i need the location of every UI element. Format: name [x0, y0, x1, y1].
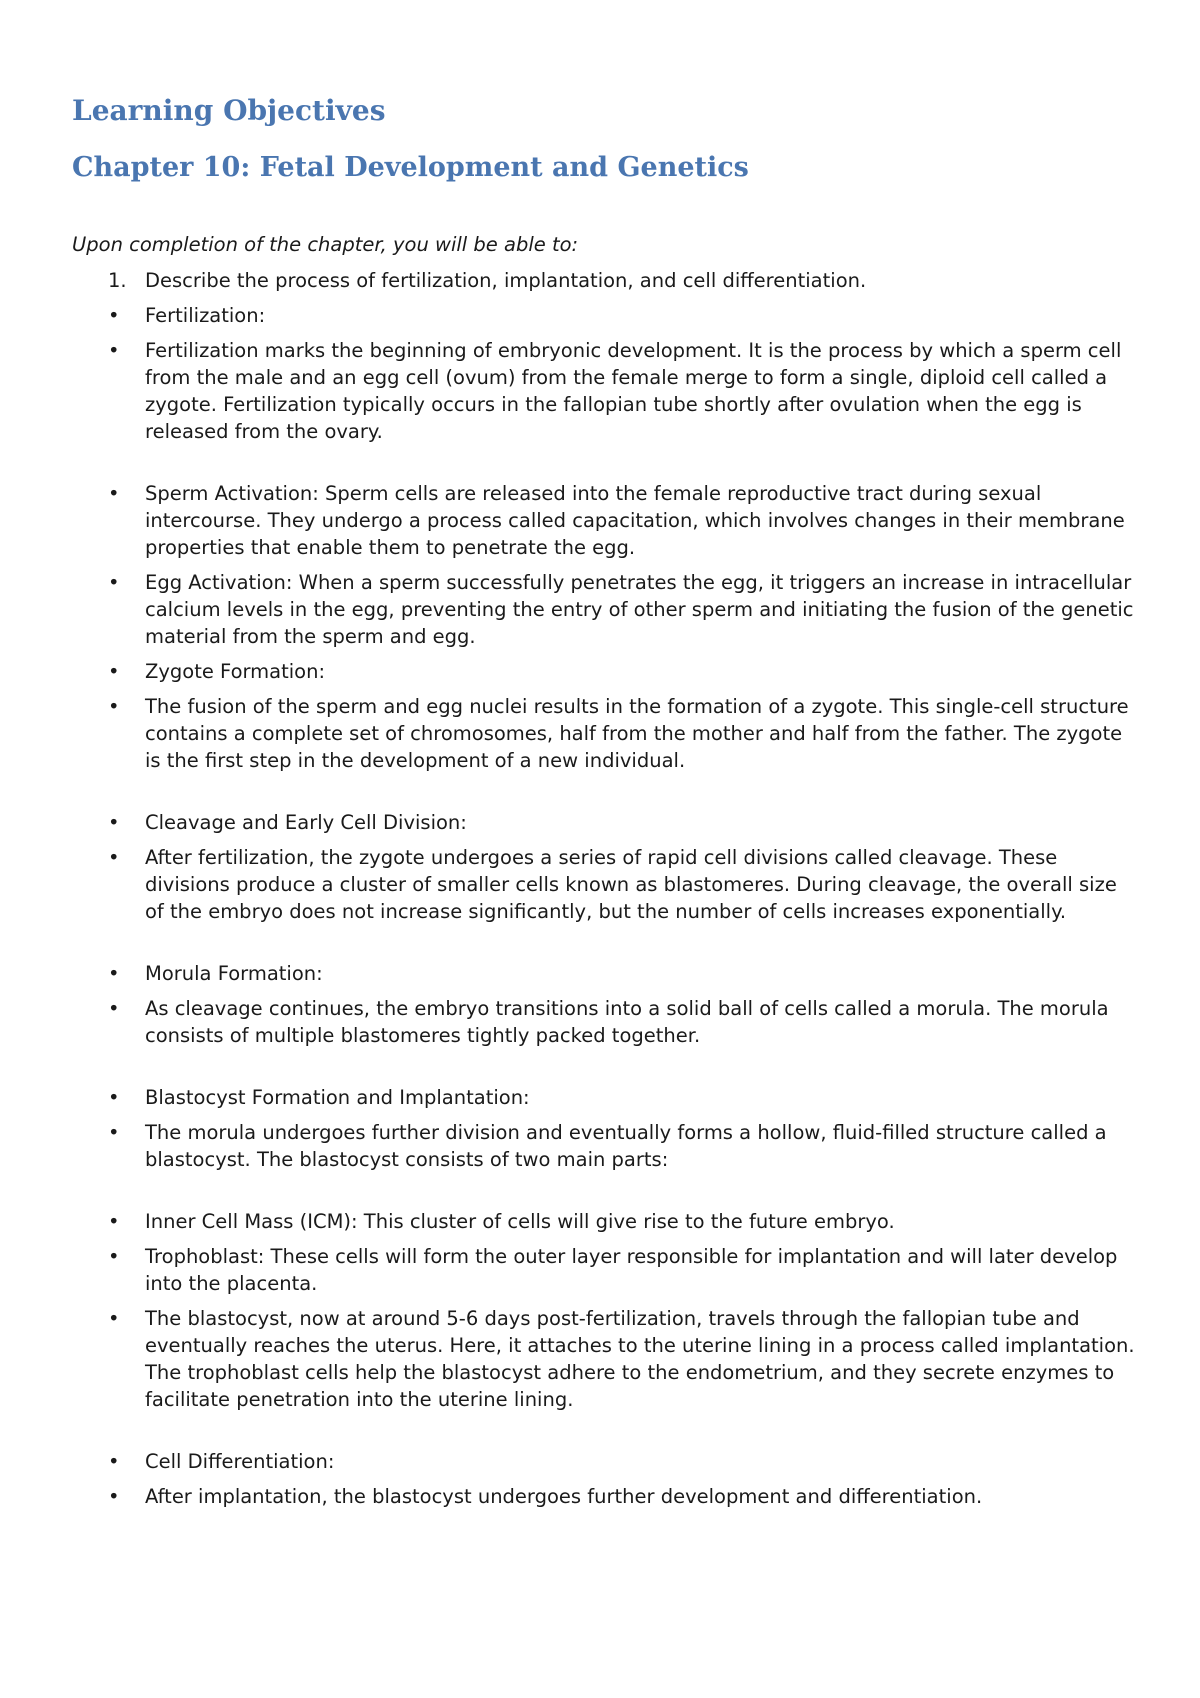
list-item-text: As cleavage continues, the embryo transitions into a solid ball of cells called a morula. The morula consists of multiple blastomeres tightly packed together. [145, 997, 1109, 1047]
list-number: 1. [108, 269, 127, 292]
bullet-marker: • [108, 962, 120, 985]
list-item [0, 1305, 1135, 1413]
list-item [0, 1084, 1135, 1111]
list-item-text: Blastocyst Formation and Implantation: [145, 1086, 530, 1109]
list-item-text: After implantation, the blastocyst undergoes further development and differentiation. [145, 1485, 983, 1508]
bullet-marker: • [108, 846, 120, 869]
list-item-text: Trophoblast: These cells will form the outer layer responsible for implantation and will later develop into the placenta. [145, 1245, 1118, 1295]
list-item [0, 844, 1135, 925]
list-item [0, 1119, 1135, 1173]
bullet-marker: • [108, 571, 120, 594]
page-title: Learning Objectives [72, 94, 386, 127]
list-item-text: Cell Differentiation: [145, 1450, 335, 1473]
list-item [0, 1243, 1135, 1297]
list-item [0, 995, 1135, 1049]
bullet-marker: • [108, 1245, 120, 1268]
bullet-marker: • [108, 1121, 120, 1144]
list-item [0, 1208, 1135, 1235]
list-item [0, 1448, 1135, 1475]
bullet-marker: • [108, 1307, 120, 1330]
bullet-marker: • [108, 304, 120, 327]
list-item-text: Cleavage and Early Cell Division: [145, 811, 467, 834]
bullet-marker: • [108, 482, 120, 505]
bullet-marker: • [108, 660, 120, 683]
bullet-marker: • [108, 695, 120, 718]
bullet-marker: • [108, 339, 120, 362]
list-item [0, 569, 1135, 650]
list-item [0, 693, 1135, 774]
list-item-text: Egg Activation: When a sperm successfully penetrates the egg, it triggers an increase in intracellular calcium levels in the egg, preventing the entry of other sperm and initiating the fusion of the genetic material from the sperm and egg. [145, 571, 1134, 648]
chapter-heading: Chapter 10: Fetal Development and Genetics [72, 152, 749, 183]
list-item [0, 480, 1135, 561]
list-item-text: Fertilization: [145, 304, 266, 327]
bullet-marker: • [108, 1210, 120, 1233]
list-item-text: The blastocyst, now at around 5-6 days post-fertilization, travels through the fallopian tube and eventually reaches the uterus. Here, it attaches to the uterine lining in a process called implantation. The trophoblast cells help the blastocyst adhere to the endometrium, and they secrete enzymes to facilitate penetration into the uterine lining. [145, 1307, 1135, 1411]
bullet-marker: • [108, 811, 120, 834]
numbered-objective [0, 267, 1135, 294]
list-item-text: Sperm Activation: Sperm cells are released into the female reproductive tract during sexual intercourse. They undergo a process called capacitation, which involves changes in their membrane properties that enable them to penetrate the egg. [145, 482, 1125, 559]
list-item [0, 960, 1135, 987]
list-item-text: After fertilization, the zygote undergoes a series of rapid cell divisions called cleavage. These divisions produce a cluster of smaller cells known as blastomeres. During cleavage, the overall size of the embryo does not increase significantly, but the number of cells increases exponentially. [145, 846, 1117, 923]
bullet-marker: • [108, 997, 120, 1020]
list-item-text: The fusion of the sperm and egg nuclei results in the formation of a zygote. This single-cell structure contains a complete set of chromosomes, half from the mother and half from the father. The zygote is the first step in the development of a new individual. [145, 695, 1129, 772]
list-item [0, 809, 1135, 836]
bullet-marker: • [108, 1485, 120, 1508]
list-item [0, 658, 1135, 685]
list-item-text: Fertilization marks the beginning of embryonic development. It is the process by which a sperm cell from the male and an egg cell (ovum) from the female merge to form a single, diploid cell called a zygote. Fertilization typically occurs in the fallopian tube shortly after ovulation when the egg is released from the ovary. [145, 339, 1122, 443]
bullet-marker: • [108, 1450, 120, 1473]
list-item-text: Morula Formation: [145, 962, 323, 985]
objectives-list [0, 267, 1200, 1518]
list-item-text: The morula undergoes further division and eventually forms a hollow, fluid-filled structure called a blastocyst. The blastocyst consists of two main parts: [145, 1121, 1107, 1171]
intro-text: Upon completion of the chapter, you will be able to: [72, 233, 579, 256]
list-item-text: Zygote Formation: [145, 660, 326, 683]
list-item [0, 302, 1135, 329]
list-item-text: Inner Cell Mass (ICM): This cluster of cells will give rise to the future embryo. [145, 1210, 895, 1233]
bullet-marker: • [108, 1086, 120, 1109]
list-item [0, 337, 1135, 445]
list-item [0, 1483, 1135, 1510]
objective-text: Describe the process of fertilization, implantation, and cell differentiation. [145, 269, 867, 292]
